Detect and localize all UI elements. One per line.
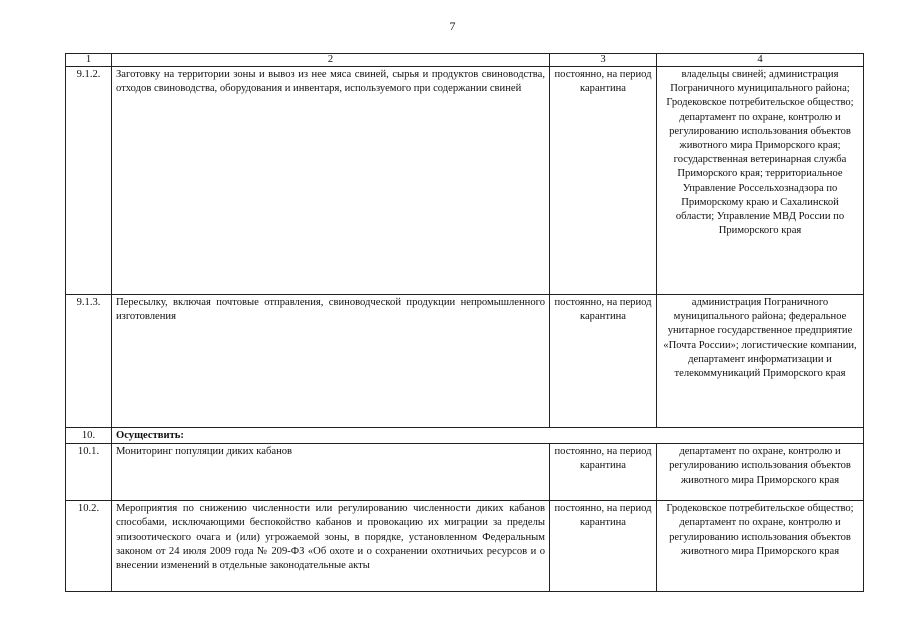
row-period: постоянно, на период карантина [550,501,657,592]
row-number: 9.1.3. [66,295,112,428]
column-header-number: 1 [66,54,112,67]
row-number: 10.2. [66,501,112,592]
row-number: 9.1.2. [66,67,112,295]
section-number: 10. [66,428,112,444]
section-title: Осуществить: [112,428,864,444]
page-number: 7 [449,19,456,33]
row-responsible: Гродековское потребительское общество; департамент по охране, контролю и регулированию использования объектов животного мира Приморского края [657,501,864,592]
row-responsible: владельцы свиней; администрация Пограничного муниципального района; Гродековское потребительское общество; департамент по охране, контролю и регулированию использования объектов животного мира Приморского края; государственная ветеринарная служба Приморского края; территориальное Управление Россельхознадзора по Приморскому краю и Сахалинской области; Управление МВД России по Приморского края [657,67,864,295]
table-header-row [66,54,864,67]
row-period: постоянно, на период карантина [550,67,657,295]
row-measure-text: Мероприятия по снижению численности или регулированию численности диких кабанов способами, исключающими беспокойство кабанов и провокацию их миграции за пределы эпизоотического очага и (или) угрожаемой зоны, в порядке, установленном Федеральным законом от 24 июля 2009 года № 209-ФЗ «Об охоте и о сохранении охотничьих ресурсов и о внесении изменений в отдельные законодательные акты [116,503,545,572]
row-measure: Заготовку на территории зоны и вывоз из нее мяса свиней, сырья и продуктов свиноводства, отходов свиноводства, оборудования и инвентаря, используемого при содержании свиней [112,67,550,295]
row-measure [112,501,550,592]
row-responsible: департамент по охране, контролю и регулированию использования объектов животного мира Приморского края [657,444,864,501]
table-row [66,501,864,592]
row-measure: Мониторинг популяции диких кабанов [112,444,550,501]
column-header-measure: 2 [112,54,550,67]
column-header-period: 3 [550,54,657,67]
measures-table [65,53,864,592]
table-row [66,295,864,428]
table-row [66,444,864,501]
row-measure: Пересылку, включая почтовые отправления, свиноводческой продукции непромышленного изготовления [112,295,550,428]
row-number: 10.1. [66,444,112,501]
table-row [66,428,864,444]
row-period: постоянно, на период карантина [550,444,657,501]
row-responsible: администрация Пограничного муниципального района; федеральное унитарное государственное предприятие «Почта России»; логистические компании, департамент информатизации и телекоммуникаций Приморского края [657,295,864,428]
column-header-responsible: 4 [657,54,864,67]
table-row [66,67,864,295]
row-period: постоянно, на период карантина [550,295,657,428]
